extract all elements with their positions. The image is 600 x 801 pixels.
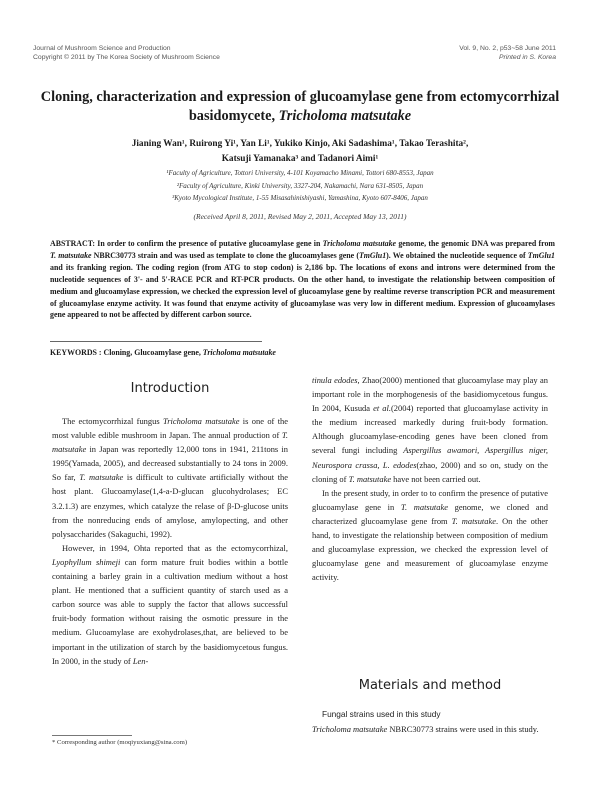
intro-paragraph-2-cont: tinula edodes, Zhao(2000) mentioned that glucoamylase may play an important role in the morphogenesis of the basidiomycetous fungus. In 2004, Kusuda et al.(2004) reported that glucoamylase activity in the medium increased markedly during fruit-body formation. Although glucoamylase-encoding genes have been cloned from several fungi including Aspergillus awamori, Aspergillus niger, Neurospora crassa, L. edodes(zhao, 2000) and so on, study on the cloning of T. matsutake have not been carried out. xyxy=(312,375,549,484)
author-list xyxy=(40,137,560,167)
affiliation-3: ³Kyoto Mycological Institute, 1-55 Misasahinishiyashi, Yamashina, Kyoto 607-8406, Japan xyxy=(172,194,428,202)
keywords: KEYWORDS : Cloning, Glucoamylase gene, Tricholoma matsutake xyxy=(50,348,276,357)
copyright: Copyright © 2011 by The Korea Society of Mushroom Science xyxy=(33,54,220,61)
received-dates: (Received April 8, 2011, Revised May 2, 2011, Accepted May 13, 2011) xyxy=(193,212,407,221)
intro-paragraph-2: However, in 1994, Ohta reported that as the ectomycorrhizal, Lyophyllum shimeji can form mature fruit bodies within a bottle containing a barley grain in a cultivation medium without a host plant. He mentioned that a sufficient quantity of starch used as a carbon source was able to supply the factor that allows successful fruit-body formation without raising the osmotic pressure in the medium. Glucoamylase are exohydrolases,that, are believed to be important in the utilization of starch by the basidiomycetous fungus. In 2000, in the study of Len- xyxy=(52,542,288,666)
paper-title xyxy=(40,88,560,126)
authors-line-1: Jianing Wan¹, Ruirong Yi¹, Yan Li¹, Yukiko Kinjo, Aki Sadashima¹, Takao Terashita², xyxy=(131,139,469,149)
intro-paragraph-1: The ectomycorrhizal fungus Tricholoma matsutake is one of the most valuble edible mushroom in Japan. The annual production of T. matsutake in Japan was reportedly 12,000 tons in 1941, 211tons in 1995(Yamada, 2005), and decreased substantially to 24 tons in 2009. So far, T. matsutake is difficult to cultivate artificially without the host plant. Glucoamylase(1,4-a-D-glucan glucohydrolases; EC 3.2.1.3) are enzymes, which catalyze the relase of β-D-glucose units from the nonreducing ends of amylose, amylopecting, and other polysaccharides (Sakaguchi, 1992). xyxy=(52,416,289,539)
left-column xyxy=(52,414,288,668)
right-column xyxy=(312,373,548,584)
footnote-divider xyxy=(52,735,132,736)
section-heading-introduction: Introduction xyxy=(130,381,210,396)
issue-header xyxy=(459,44,556,62)
authors-line-2: Katsuji Yamanaka³ and Tadanori Aimi¹ xyxy=(221,154,379,164)
affiliation-2: ²Faculty of Agriculture, Kinki University, 3327-204, Nakamachi, Nara 631-8505, Japan xyxy=(176,181,424,190)
keywords-divider xyxy=(50,341,262,342)
title-line-2: basidomycete, Tricholoma matsutake xyxy=(188,108,412,124)
journal-name: Journal of Mushroom Science and Production xyxy=(33,45,171,52)
title-species: Tricholoma matsutake xyxy=(278,108,412,124)
footnote: * Corresponding author (moqiyuxiang@sina.com) xyxy=(52,739,188,746)
abstract-label: ABSTRACT: xyxy=(50,239,96,248)
strain-paragraph: Tricholoma matsutake NBRC30773 strains were used in this study. xyxy=(312,724,539,734)
affiliation-1: ¹Faculty of Agriculture, Tottori University, 4-101 Koyamacho Minami, Tottori 680-8553, Japan xyxy=(166,169,434,177)
intro-paragraph-3: In the present study, in order to to confirm the presence of putative glucoamylase gene in T. matsutake genome, we cloned and characterized glucoamylase gene from T. matsutake. On the other hand, to investigate the relationship between composition of medium and glucoamylase expression, we checked the expression level of glucoamylase gene and measurement of glucoamylase enzyme activity. xyxy=(312,487,548,583)
volume-info: Vol. 9, No. 2, p53~58 June 2011 xyxy=(459,45,556,52)
section-heading-materials: Materials and method xyxy=(358,678,502,693)
subsection-heading-fungal-strains: Fungal strains used in this study xyxy=(322,709,441,719)
keywords-label: KEYWORDS : xyxy=(50,348,104,357)
printed-in: Printed in S. Korea xyxy=(498,54,556,61)
journal-header xyxy=(33,44,220,62)
abstract: ABSTRACT: In order to confirm the presence of putative glucoamylase gene in Tricholoma matsutake genome, the genomic DNA was prepared from T. matsutake NBRC30773 strain and was used as template to clone the glucoamylases gene (TmGlu1). We obtained the nucleotide sequence of TmGlu1 and its franking region. The coding region (from ATG to stop codon) is 2,186 bp. The locations of exons and introns were determined from the nucleotide sequences of 3'- and 5'-RACE PCR and RT-PCR products. On the other hand, to investigate the relationship between composition of medium and glucoamylase expression, we checked the expression level of glucoamylase gene by realtime reverse transcription PCR and measurement of glucoamylase enzyme activity. It was found that enzyme activity of glucoamylase was very low in different medium. Expression of glucoamylases gene appeared to not be affected by different carbon source. xyxy=(50,239,556,320)
affiliations xyxy=(40,167,560,205)
title-line-1: Cloning, characterization and expression of glucoamylase gene from ectomycorrhizal xyxy=(40,89,560,105)
